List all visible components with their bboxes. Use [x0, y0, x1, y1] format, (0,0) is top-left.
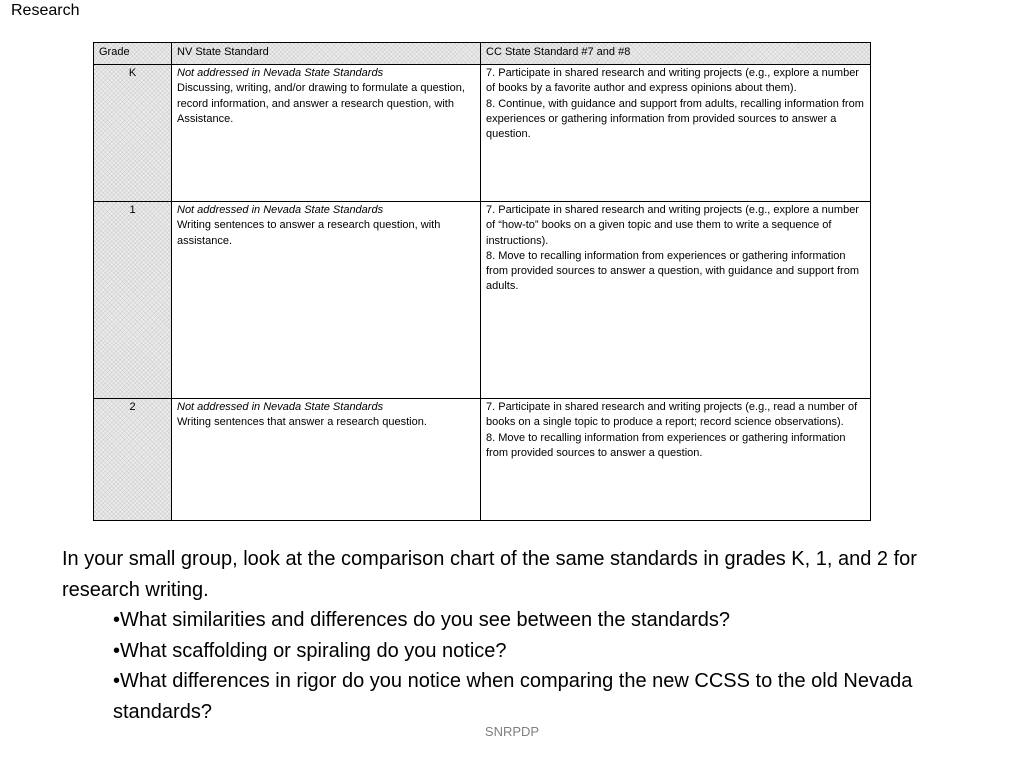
discussion-prompt [62, 544, 982, 727]
nv-standard-text: Writing sentences to answer a research question, with assistance. [177, 219, 441, 247]
grade-cell: 1 [94, 202, 172, 399]
nv-standard-cell [172, 65, 481, 202]
table-header-row [94, 43, 871, 65]
header-grade: Grade [94, 43, 172, 65]
grade-cell: 2 [94, 399, 172, 521]
bullet-icon: • [113, 609, 121, 631]
cc-standard-cell [481, 399, 871, 521]
cc-standard-cell [481, 65, 871, 202]
cc-standard-8: 8. Move to recalling information from experiences or gathering information from provided sources to answer a question, with guidance and support from adults. [486, 249, 859, 293]
header-nv-standard: NV State Standard [172, 43, 481, 65]
bullet-icon: • [113, 670, 121, 692]
cc-standard-cell [481, 202, 871, 399]
footer-label: SNRPDP [484, 724, 540, 739]
table-row [94, 65, 871, 202]
slide-title: Research [11, 2, 80, 19]
nv-standard-text-continued: Assistance. [177, 112, 234, 125]
question-text: What scaffolding or spiraling do you notice? [120, 639, 507, 662]
table-row [94, 202, 871, 399]
question-list [62, 605, 982, 727]
prompt-intro: In your small group, look at the comparison chart of the same standards in grades K, 1, and 2 for research writing. [62, 548, 917, 601]
nv-status-note: Not addressed in Nevada State Standards [177, 67, 384, 79]
cc-standard-8: 8. Continue, with guidance and support from adults, recalling information from experiences or gathering information from provided sources to answer a question. [486, 97, 864, 141]
question-text: What similarities and differences do you see between the standards? [120, 609, 730, 631]
list-item [113, 666, 982, 727]
grade-cell: K [94, 65, 172, 202]
cc-standard-7: 7. Participate in shared research and writing projects (e.g., explore a number of books by a favorite author and express opinions about them). [486, 67, 859, 95]
question-text: What differences in rigor do you notice when comparing the new CCSS to the old Nevada standards? [113, 670, 913, 723]
bullet-icon: • [113, 639, 121, 662]
list-item [113, 636, 982, 667]
nv-status-note: Not addressed in Nevada State Standards [177, 401, 384, 413]
nv-standard-text: Writing sentences that answer a research question. [177, 416, 427, 429]
list-item [113, 605, 982, 636]
nv-standard-text: Discussing, writing, and/or drawing to formulate a question, record information, and answer a research question, with [177, 82, 465, 110]
nv-standard-cell [172, 202, 481, 399]
cc-standard-7: 7. Participate in shared research and writing projects (e.g., read a number of books on a single topic to produce a report; record science observations). [486, 401, 858, 429]
cc-standard-8: 8. Move to recalling information from experiences or gathering information from provided sources to answer a question. [486, 431, 846, 459]
header-cc-standard: CC State Standard #7 and #8 [481, 43, 871, 65]
table-row [94, 399, 871, 521]
standards-comparison-table [93, 42, 871, 521]
nv-standard-cell [172, 399, 481, 521]
nv-status-note: Not addressed in Nevada State Standards [177, 204, 384, 216]
cc-standard-7: 7. Participate in shared research and writing projects (e.g., explore a number of “how-to” books on a given topic and use them to write a sequence of instructions). [486, 204, 859, 247]
